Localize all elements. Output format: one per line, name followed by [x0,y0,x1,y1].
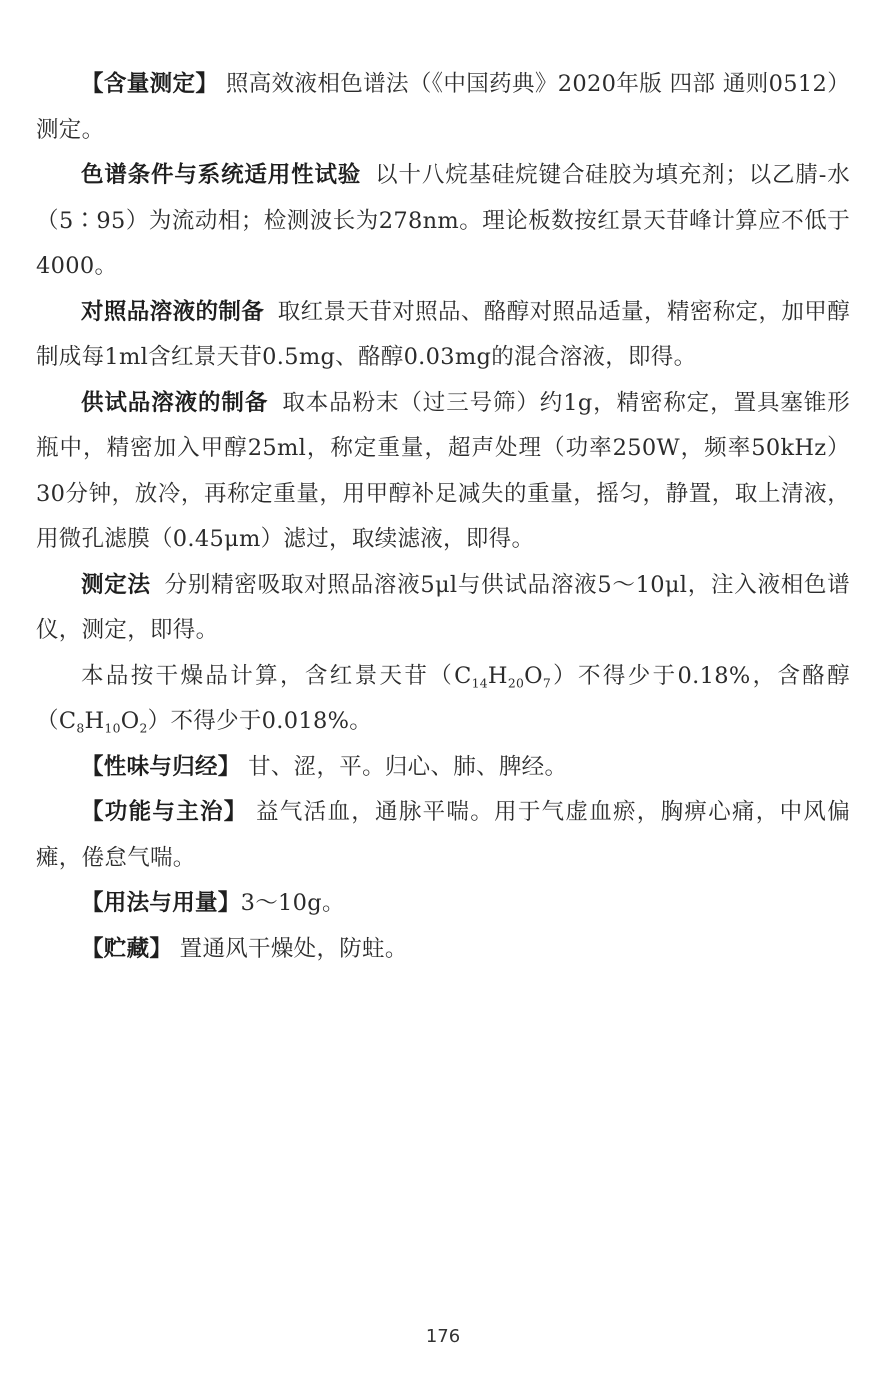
limit-paragraph [36,654,850,745]
storage-paragraph [36,927,850,973]
test-solution-text: 取本品粉末（过三号筛）约1g，精密称定，置具塞锥形瓶中，精密加入甲醇25ml，称定重量，超声处理（功率250W，频率50kHz）30分钟，放冷，再称定重量，用甲醇补足减失的重量，摇匀，静置，取上清液，用微孔滤膜（0.45μm）滤过，取续滤液，即得。 [36,389,850,552]
method-heading: 测定法 [81,571,151,598]
chromatography-paragraph [36,153,850,290]
limit-text-part3: ）不得少于0.018%。 [147,708,373,734]
usage-heading: 【用法与用量】 [81,890,241,916]
reference-solution-paragraph [36,290,850,381]
content-assay-text: 照高效液相色谱法（《中国药典》2020年版 四部 通则0512）测定。 [36,71,850,143]
chromatography-heading: 色谱条件与系统适用性试验 [81,162,362,188]
limit-text-part1: 本品按干燥品计算，含红景天苷（ [81,662,455,689]
nature-paragraph [36,745,850,791]
reference-solution-heading: 对照品溶液的制备 [81,298,265,325]
function-heading: 【功能与主治】 [81,799,248,825]
storage-text: 置通风干燥处，防蛀。 [179,935,408,962]
limit-text-part2: ）不得少于0.18%，含酪醇（ [36,662,850,734]
function-paragraph [36,790,850,881]
nature-heading: 【性味与归经】 [81,753,241,780]
tyrosol-formula: $C_8H_{10}O_2$ [58,708,148,736]
content-assay-paragraph [36,62,850,153]
test-solution-paragraph [36,381,850,563]
page-number: 176 [425,1326,461,1347]
storage-heading: 【贮藏】 [81,935,173,962]
content-assay-heading: 【含量测定】 [81,71,219,97]
salidroside-formula: $C_{14}H_{20}O_7$ [454,662,552,690]
monograph-body [36,62,850,972]
chromatography-text: 以十八烷基硅烷键合硅胶为填充剂；以乙腈-水（5∶95）为流动相；检测波长为278nm。理论板数按红景天苷峰计算应不低于4000。 [36,162,850,279]
method-paragraph [36,563,850,654]
test-solution-heading: 供试品溶液的制备 [81,389,269,416]
method-text: 分别精密吸取对照品溶液5μl与供试品溶液5～10μl，注入液相色谱仪，测定，即得。 [36,571,850,643]
usage-paragraph [36,881,850,927]
reference-solution-text: 取红景天苷对照品、酪醇对照品适量，精密称定，加甲醇制成每1ml含红景天苷0.5mg、酪醇0.03mg的混合溶液，即得。 [36,298,850,370]
usage-text: 3～10g。 [240,890,345,916]
function-text: 益气活血，通脉平喘。用于气虚血瘀，胸痹心痛，中风偏瘫，倦怠气喘。 [36,799,850,871]
nature-text: 甘、涩，平。归心、肺、脾经。 [248,753,568,780]
